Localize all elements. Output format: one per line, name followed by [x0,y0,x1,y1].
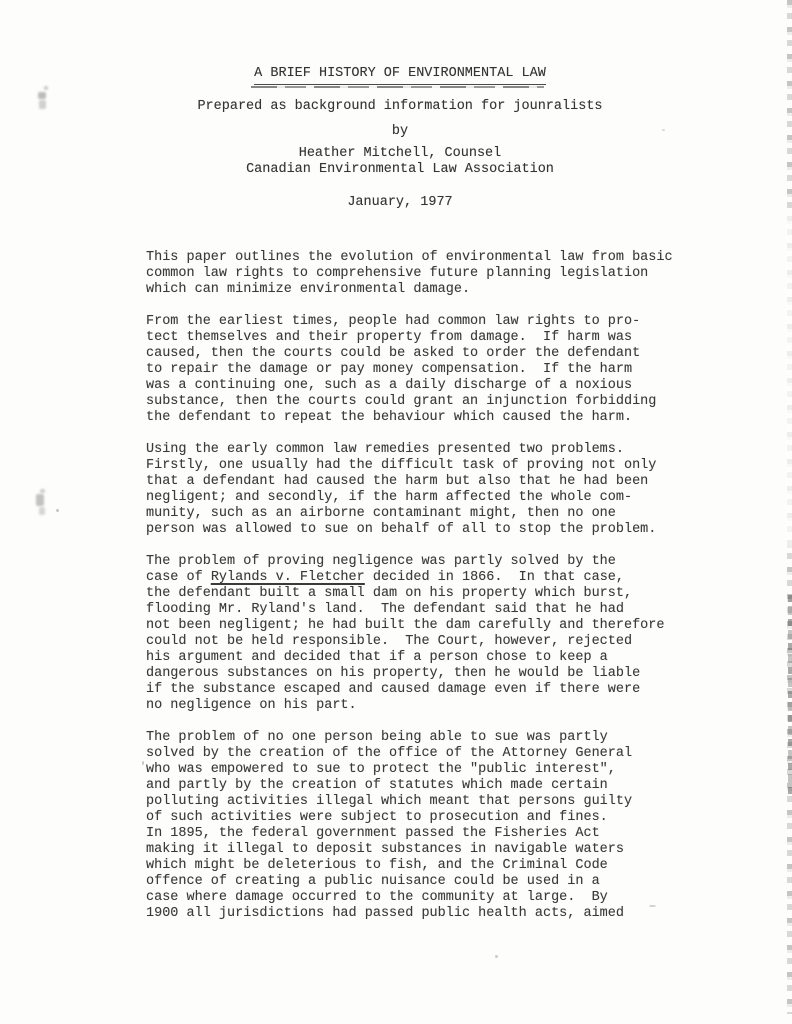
margin-smudge [39,507,45,515]
paragraph [146,554,706,714]
body-line: flooding Mr. Ryland's land. The defendant said that he had [146,602,624,617]
margin-smudge [39,100,46,109]
body-line: common law rights to comprehensive future planning legislation [146,266,649,281]
paragraph [146,250,706,298]
body-line: who was empowered to sue to protect the "public interest", [146,762,616,777]
body-line: person was allowed to sue on behalf of all to stop the problem. [146,522,657,537]
byline: by [391,124,409,139]
body-line: of such activities were subject to prosecution and fines. [146,810,608,825]
body-line: was a continuing one, such as a daily discharge of a noxious [146,378,633,393]
body-line: which can minimize environmental damage. [146,282,471,297]
body-line: negligent; and secondly, if the harm affected the whole com- [146,490,633,505]
body-line: Firstly, one usually had the difficult task of proving not only [146,458,657,473]
body-line: his argument and decided that if a person chose to keep a [146,650,608,665]
document-body [146,250,706,938]
body-line: to repair the damage or pay money compensation. If the harm [146,362,633,377]
scan-speck [142,761,144,765]
case-citation: Rylands v. Fletcher [210,570,365,585]
date-line: January, 1977 [347,195,453,210]
body-line: the defendant built a small dam on his property which burst, [146,586,633,601]
body-line: dangerous substances on his property, then he would be liable [146,666,641,681]
body-line: which might be deleterious to fish, and the Criminal Code [146,858,608,873]
paragraph [146,314,706,426]
document-title-text: A BRIEF HISTORY OF ENVIRONMENTAL LAW [254,66,546,85]
body-line [146,570,706,586]
paragraph [146,442,706,538]
body-line: From the earliest times, people had common law rights to pro- [146,314,641,329]
body-line: caused, then the courts could be asked to order the defendant [146,346,641,361]
author-line: Heather Mitchell, Counsel [298,146,502,161]
margin-smudge [40,489,45,493]
body-line: munity, such as an airborne contaminant might, then no one [146,506,616,521]
margin-smudge [36,494,44,506]
body-line: The problem of proving negligence was partly solved by the [146,554,616,569]
body-line: offence of creating a public nuisance could be used in a [146,874,600,889]
document-subtitle: Prepared as background information for jounralists [197,99,603,114]
document-title [8,66,792,85]
body-line: if the substance escaped and caused damage even if there were [146,682,641,697]
body-line: 1900 all jurisdictions had passed public health acts, aimed [146,906,624,921]
body-line: In 1895, the federal government passed the Fisheries Act [146,826,600,841]
body-line: solved by the creation of the office of the Attorney General [146,746,633,761]
margin-smudge [38,92,46,99]
organization-line: Canadian Environmental Law Association [246,162,554,177]
body-line: This paper outlines the evolution of environmental law from basic [146,250,673,265]
scan-speck [649,905,656,907]
scan-edge-fade [786,215,792,545]
margin-smudge [44,86,48,90]
text-segment: case of [146,570,211,585]
paragraph [146,730,706,922]
body-line: polluting activities illegal which meant that persons guilty [146,794,633,809]
body-line: could not be held responsible. The Court, however, rejected [146,634,633,649]
body-line: the defendant to repeat the behaviour which caused the harm. [146,410,633,425]
body-line: no negligence on his part. [146,698,357,713]
body-line: case where damage occurred to the community at large. By [146,890,608,905]
scan-speck [662,129,665,131]
body-line: substance, then the courts could grant an injunction forbidding [146,394,657,409]
body-line: and partly by the creation of statutes which made certain [146,778,608,793]
body-line: The problem of no one person being able to sue was partly [146,730,608,745]
body-line: that a defendant had caused the harm but also that he had been [146,474,649,489]
text-segment: decided in 1866. In that case, [364,570,624,585]
scan-speck [495,955,498,958]
body-line: Using the early common law remedies presented two problems. [146,442,624,457]
body-line: making it illegal to deposit substances in navigable waters [146,842,624,857]
scan-speck [56,509,59,512]
body-line: tect themselves and their property from damage. If harm was [146,330,633,345]
scan-edge-streaks-dark [788,595,792,795]
body-line: not been negligent; he had built the dam carefully and therefore [146,618,665,633]
